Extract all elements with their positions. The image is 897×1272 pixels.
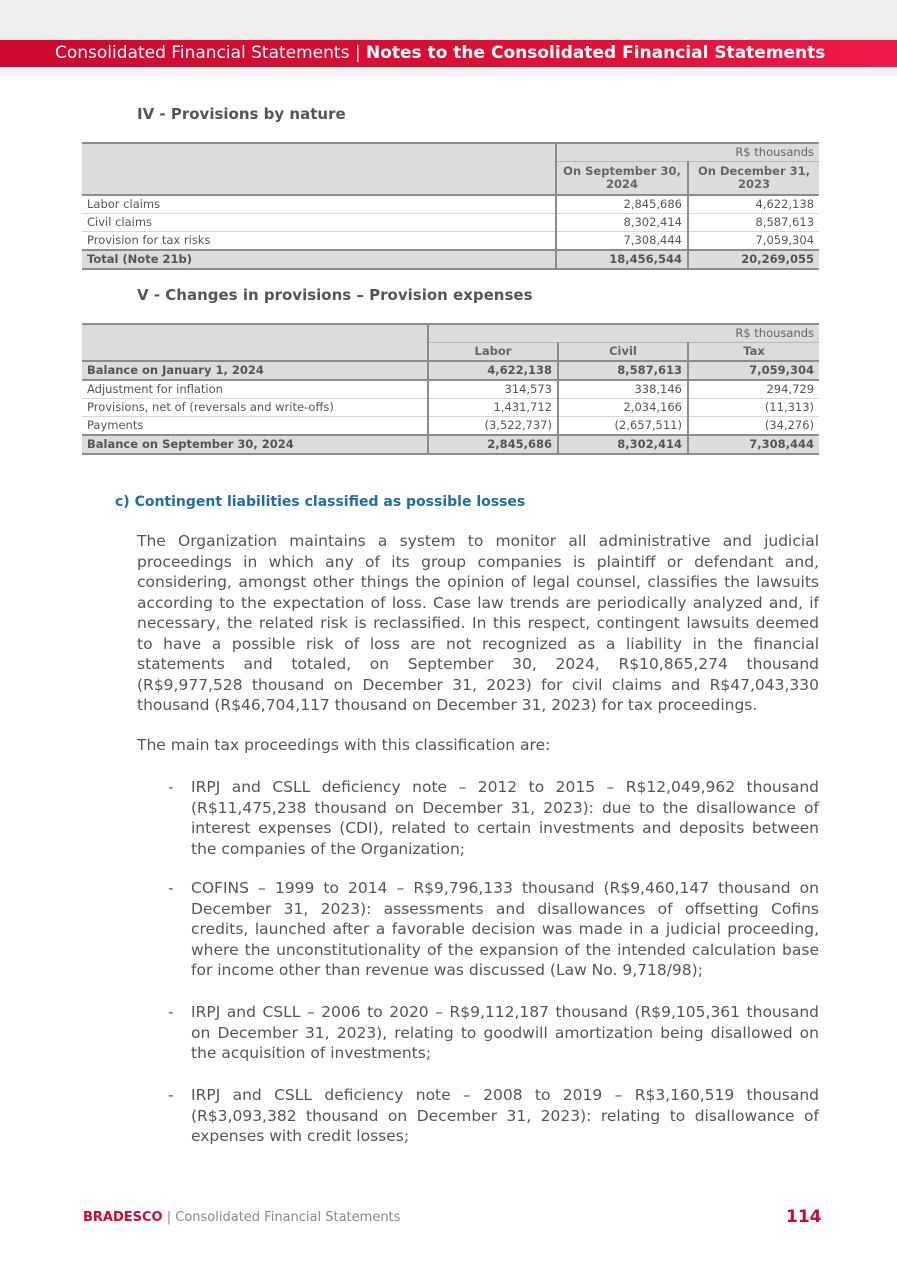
total-value: 20,269,055 [688, 250, 819, 269]
section-iv-title: IV - Provisions by nature [137, 105, 346, 123]
row-value: 7,308,444 [556, 232, 688, 251]
total-row [82, 250, 819, 269]
row-value: 338,146 [558, 380, 688, 399]
changes-in-provisions-table [82, 323, 819, 455]
row-value: 2,034,166 [558, 399, 688, 417]
row-label: Civil claims [82, 214, 556, 232]
bullet-marker: - [168, 879, 174, 897]
list-item: IRPJ and CSLL – 2006 to 2020 – R$9,112,187 thousand (R$9,105,361 thousand on December 31, 2023), relating to goodwill amortization being disallowed on the acquisition of investments; [191, 1003, 819, 1062]
page-footer [83, 1210, 400, 1225]
column-header-sep-2024: On September 30, 2024 [556, 162, 688, 196]
units-label: R$ thousands [556, 143, 819, 162]
footer-separator: | [162, 1210, 176, 1225]
bullet-marker: - [168, 778, 174, 796]
row-value: 1,431,712 [428, 399, 558, 417]
column-header-labor: Labor [428, 343, 558, 362]
row-value: 8,302,414 [556, 214, 688, 232]
page-number: 114 [786, 1207, 822, 1227]
list-item: COFINS – 1999 to 2014 – R$9,796,133 thousand (R$9,460,147 thousand on December 31, 2023): assessments and disallowances of offsetting Cofins credits, launched after a favorable decision was made in a judicial proceeding, where the unconstitutionality of the expansion of the intended calculation base for income other than revenue was discussed (Law No. 9,718/98); [191, 879, 819, 979]
table-units-row [82, 324, 819, 343]
closing-label: Balance on September 30, 2024 [82, 435, 428, 454]
column-header-civil: Civil [558, 343, 688, 362]
header-separator: | [349, 43, 366, 63]
row-value: 7,059,304 [688, 232, 819, 251]
closing-value: 2,845,686 [428, 435, 558, 454]
row-value: (3,522,737) [428, 417, 558, 436]
table-row [82, 417, 819, 436]
closing-value: 8,302,414 [558, 435, 688, 454]
row-value: 2,845,686 [556, 195, 688, 214]
row-value: 8,587,613 [688, 214, 819, 232]
table-row [82, 232, 819, 251]
row-value: (34,276) [688, 417, 819, 436]
page-header-bar [0, 40, 897, 67]
tax-proceedings-intro: The main tax proceedings with this classification are: [137, 736, 551, 754]
row-value: (2,657,511) [558, 417, 688, 436]
opening-label: Balance on January 1, 2024 [82, 361, 428, 380]
row-label: Labor claims [82, 195, 556, 214]
section-v-title: V - Changes in provisions – Provision expenses [137, 286, 533, 304]
total-label: Total (Note 21b) [82, 250, 556, 269]
opening-balance-row [82, 361, 819, 380]
total-value: 18,456,544 [556, 250, 688, 269]
table-row [82, 380, 819, 399]
opening-value: 4,622,138 [428, 361, 558, 380]
contingent-liabilities-paragraph: The Organization maintains a system to monitor all administrative and judicial proceedings in which any of its group companies is plaintiff or defendant and, considering, amongst other things the opinion of legal counsel, classifies the lawsuits according to the expectation of loss. Case law trends are periodically analyzed and, if necessary, the related risk is reclassified. In this respect, contingent lawsuits deemed to have a possible risk of loss are not recognized as a liability in the financial statements and totaled, on September 30, 2024, R$10,865,274 thousand (R$9,977,528 thousand on December 31, 2023) for civil claims and R$47,043,330 thousand (R$46,704,117 thousand on December 31, 2023) for tax proceedings. [137, 532, 819, 714]
row-value: 4,622,138 [688, 195, 819, 214]
table-row [82, 399, 819, 417]
row-label: Adjustment for inflation [82, 380, 428, 399]
row-label: Provisions, net of (reversals and write-offs) [82, 399, 428, 417]
list-item: IRPJ and CSLL deficiency note – 2008 to 2019 – R$3,160,519 thousand (R$3,093,382 thousand on December 31, 2023): relating to disallowance of expenses with credit losses; [191, 1086, 819, 1145]
column-header-dec-2023: On December 31, 2023 [688, 162, 819, 196]
row-label: Provision for tax risks [82, 232, 556, 251]
table-units-row [82, 143, 819, 162]
row-value: (11,313) [688, 399, 819, 417]
provisions-by-nature-table [82, 142, 819, 270]
header-underband [0, 67, 897, 76]
top-band [0, 0, 897, 40]
row-value: 314,573 [428, 380, 558, 399]
closing-balance-row [82, 435, 819, 454]
opening-value: 8,587,613 [558, 361, 688, 380]
footer-brand: BRADESCO [83, 1210, 163, 1225]
table-row [82, 214, 819, 232]
closing-value: 7,308,444 [688, 435, 819, 454]
table-row [82, 195, 819, 214]
row-label: Payments [82, 417, 428, 436]
section-c-title: c) Contingent liabilities classified as possible losses [115, 494, 526, 510]
units-label: R$ thousands [428, 324, 819, 343]
footer-text: Consolidated Financial Statements [175, 1210, 401, 1225]
opening-value: 7,059,304 [688, 361, 819, 380]
header-section: Consolidated Financial Statements [55, 43, 350, 63]
header-blank-cell [82, 324, 428, 361]
bullet-marker: - [168, 1086, 174, 1104]
header-blank-cell [82, 143, 556, 195]
bullet-marker: - [168, 1003, 174, 1021]
list-item: IRPJ and CSLL deficiency note – 2012 to 2015 – R$12,049,962 thousand (R$11,475,238 thousand on December 31, 2023): due to the disallowance of interest expenses (CDI), related to certain investments and deposits between the companies of the Organization; [191, 778, 819, 858]
column-header-tax: Tax [688, 343, 819, 362]
row-value: 294,729 [688, 380, 819, 399]
header-title: Notes to the Consolidated Financial Statements [365, 43, 826, 63]
